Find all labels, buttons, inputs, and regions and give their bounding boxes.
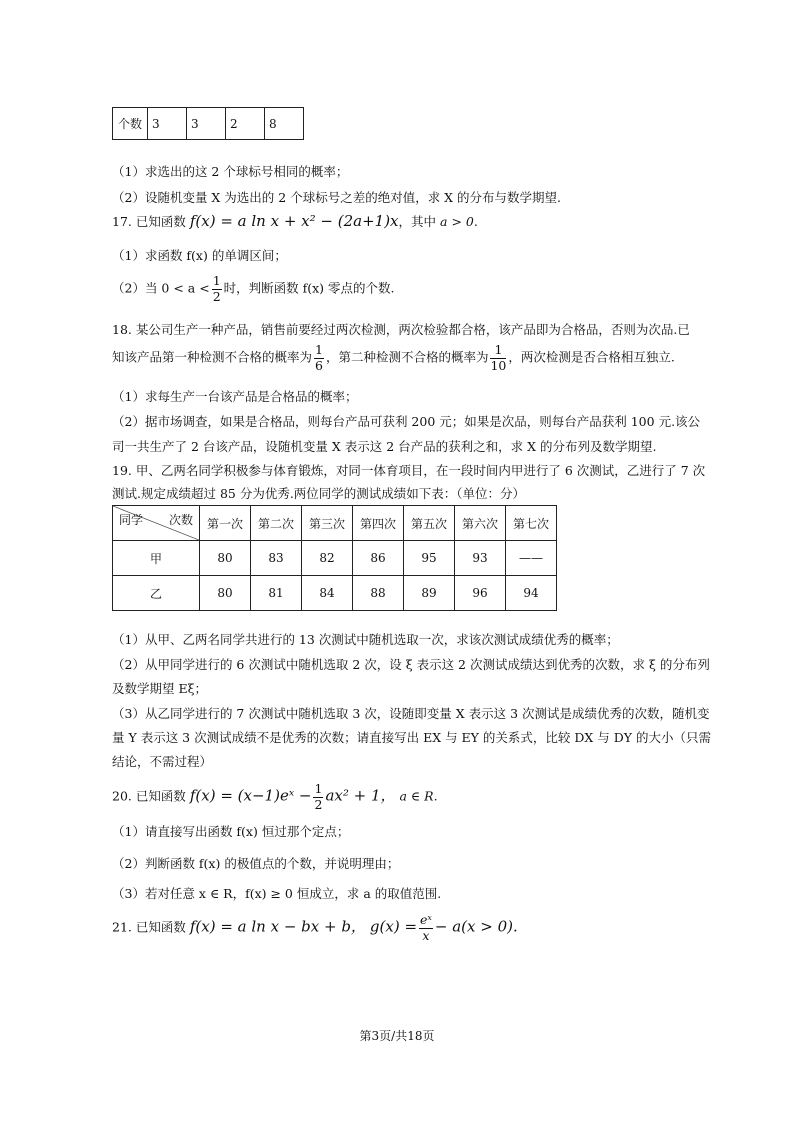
q18-part1: （1）求每生产一台该产品是合格品的概率；: [112, 389, 358, 404]
column-header: 第七次: [506, 506, 557, 541]
row-name: 乙: [113, 576, 200, 611]
q19-part3-line3: 结论，不需过程）: [112, 754, 213, 769]
score-cell: 83: [251, 541, 302, 576]
corner-right-label: 次数: [168, 513, 193, 527]
q20-part2: （2）判断函数 f(x) 的极值点的个数，并说明理由；: [112, 856, 400, 871]
page-number: 第3页/共18页: [359, 1029, 435, 1043]
column-header: 第五次: [404, 506, 455, 541]
q17-part2-prefix: （2）当 0 < a <: [112, 280, 210, 296]
q17-condition: a > 0.: [440, 214, 478, 229]
q17-formula: f(x) = a ln x + x² − (2a+1)x: [189, 212, 399, 230]
q17-part1: （1）求函数 f(x) 的单调区间；: [112, 248, 287, 263]
q21-formula-f: f(x) = a ln x − bx + b，: [189, 917, 366, 936]
q17-prefix: 17. 已知函数: [112, 214, 186, 229]
fraction-exp-over-x: $\frac{\text{eˣ}}{x}$: [420, 912, 432, 943]
fraction-one-tenth: $\frac{1}{10}$: [490, 342, 507, 373]
column-header: 第六次: [455, 506, 506, 541]
table-row: [113, 576, 557, 611]
fraction-one-half: $\frac{1}{2}$: [314, 781, 323, 812]
q20-part1: （1）请直接写出函数 f(x) 恒过那个定点；: [112, 824, 350, 839]
score-cell: 80: [200, 541, 251, 576]
q17-stem: [112, 212, 478, 230]
score-cell: 81: [251, 576, 302, 611]
corner-left-label: 同学: [119, 513, 144, 527]
column-header: 第一次: [200, 506, 251, 541]
q19-part3-line2: 量 Y 表示这 3 次测试成绩不是优秀的次数；请直接写出 EX 与 EY 的关系式，比较 DX 与 DY 的大小（只需: [112, 730, 711, 745]
q20-domain: a ∈ R.: [399, 788, 438, 804]
q19-part2-line1: （2）从甲同学进行的 6 次测试中随机选取 2 次，设 ξ 表示这 2 次测试成绩达到优秀的次数，求 ξ 的分布列: [112, 657, 710, 672]
q17-part2: [112, 275, 395, 303]
q21-stem: 21. 已知函数 f(x) = a ln x − bx + b， g(x) = $\frac{\text{eˣ}}{x}$ − a(x > 0).: [112, 912, 518, 943]
score-cell: 80: [200, 576, 251, 611]
score-cell: 82: [302, 541, 353, 576]
q16-part2: （2）设随机变量 X 为选出的 2 个球标号之差的绝对值，求 X 的分布与数学期望.: [112, 190, 562, 205]
column-header: 第三次: [302, 506, 353, 541]
count-cell: 3: [148, 108, 187, 140]
q19-line1: 19. 甲、乙两名同学积极参与体育锻炼，对同一体育项目，在一段时间内甲进行了 6 次测试，乙进行了 7 次: [112, 463, 706, 478]
q20-stem: 20. 已知函数 f(x) = (x−1)eˣ − $\frac{1}{2}$ ax² + 1， a ∈ R.: [112, 781, 438, 812]
table-row: [113, 541, 557, 576]
q16-part1: （1）求选出的这 2 个球标号相同的概率；: [112, 164, 349, 179]
score-cell: 89: [404, 576, 455, 611]
score-cell: 93: [455, 541, 506, 576]
score-cell: 95: [404, 541, 455, 576]
count-label: 个数: [113, 108, 148, 140]
column-header: 第四次: [353, 506, 404, 541]
count-cell: 2: [226, 108, 265, 140]
q17-part2-suffix: 时，判断函数 f(x) 零点的个数.: [223, 280, 395, 296]
score-cell: 86: [353, 541, 404, 576]
q21-formula-g-tail: − a(x > 0).: [434, 917, 518, 936]
table-corner-header: [113, 506, 200, 541]
q20-formula-a: f(x) = (x−1)eˣ −: [189, 786, 312, 805]
row-name: 甲: [113, 541, 200, 576]
q18-part2-line2: 司一共生产了 2 台该产品，设随机变量 X 表示这 2 台产品的获利之和，求 X 的分布列及数学期望.: [112, 439, 657, 454]
fraction-one-half: $\frac{1}{2}$: [212, 273, 221, 304]
count-cell: 8: [265, 108, 304, 140]
score-cell: ——: [506, 541, 557, 576]
q17-suffix: ，其中: [398, 214, 437, 229]
score-cell: 96: [455, 576, 506, 611]
count-cell: 3: [187, 108, 226, 140]
q21-formula-g: g(x) =: [369, 917, 418, 936]
q20-part3: （3）若对任意 x ∈ R，f(x) ≥ 0 恒成立，求 a 的取值范围.: [112, 886, 442, 901]
fraction-one-sixth: $\frac{1}{6}$: [315, 342, 323, 373]
score-cell: 94: [506, 576, 557, 611]
q19-part1: （1）从甲、乙两名同学共进行的 13 次测试中随机选取一次，求该次测试成绩优秀的概率；: [112, 632, 619, 647]
column-header: 第二次: [251, 506, 302, 541]
q18-line2: 知该产品第一种检测不合格的概率为 $\frac{1}{6}$ ，第二种检测不合格的概率为 $\frac{1}{10}$ ，两次检测是否合格相互独立.: [112, 342, 675, 373]
score-cell: 88: [353, 576, 404, 611]
scores-table: [112, 505, 557, 611]
score-cell: 84: [302, 576, 353, 611]
q18-part2-line1: （2）据市场调查，如果是合格品，则每台产品可获利 200 元；如果是次品，则每台产品获利 100 元.该公: [112, 414, 701, 429]
count-table: [112, 107, 304, 140]
q19-line2: 测试.规定成绩超过 85 分为优秀.两位同学的测试成绩如下表：（单位：分）: [112, 486, 526, 501]
q18-line1: 18. 某公司生产一种产品，销售前要经过两次检测，两次检验都合格，该产品即为合格品，否则为次品.已: [112, 322, 690, 337]
q19-part3-line1: （3）从乙同学进行的 7 次测试中随机选取 3 次，设随即变量 X 表示这 3 次测试是成绩优秀的次数，随机变: [112, 706, 710, 721]
q20-formula-b: ax² + 1，: [325, 786, 396, 805]
q19-part2-line2: 及数学期望 Eξ；: [112, 681, 207, 696]
